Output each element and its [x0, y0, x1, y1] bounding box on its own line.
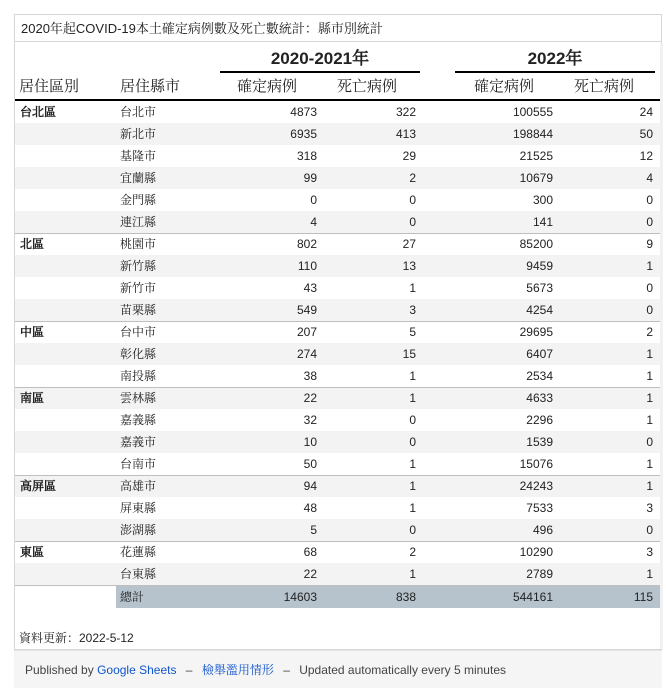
header-confirmed-1: 確定病例: [237, 78, 298, 95]
deaths-2020-2021-cell: 0: [409, 435, 416, 449]
confirmed-2020-2021-cell: 4873: [290, 105, 317, 119]
confirmed-2020-2021-cell: 110: [297, 259, 317, 273]
period-underline-2: [455, 71, 655, 73]
group-divider: [15, 541, 661, 542]
confirmed-2022-cell: 300: [532, 193, 553, 207]
city-cell: 台中市: [120, 325, 157, 339]
deaths-2020-2021-cell: 3: [409, 303, 416, 317]
city-cell: 連江縣: [120, 215, 157, 229]
confirmed-2022-cell: 1539: [526, 435, 553, 449]
header-deaths-2: 死亡病例: [574, 78, 635, 95]
region-cell: 北區: [20, 237, 45, 251]
table-row: [15, 431, 661, 453]
header-city: 居住縣市: [120, 78, 181, 95]
sheet-title: 2020年起COVID-19本土確定病例數及死亡數統計：縣市別統計: [15, 15, 661, 42]
deaths-2022-cell: 1: [646, 391, 653, 405]
confirmed-2020-2021-cell: 99: [303, 171, 317, 185]
table-row: [15, 453, 661, 475]
confirmed-2022-cell: 100555: [512, 105, 553, 119]
confirmed-2020-2021-cell: 10: [303, 435, 317, 449]
table-row: [15, 145, 661, 167]
city-cell: 彰化縣: [120, 347, 157, 361]
confirmed-2020-2021-cell: 6935: [290, 127, 317, 141]
report-abuse-link[interactable]: 檢舉濫用情形: [201, 663, 274, 677]
confirmed-2022-cell: 2534: [526, 369, 553, 383]
deaths-2022-cell: 1: [646, 479, 653, 493]
confirmed-2022-cell: 9459: [526, 259, 553, 273]
deaths-2020-2021-cell: 2: [409, 545, 416, 559]
table-row: [15, 343, 661, 365]
footer-dash-2: –: [283, 663, 290, 677]
region-cell: 台北區: [20, 105, 57, 119]
city-cell: 新北市: [120, 127, 157, 141]
deaths-2022-cell: 0: [646, 303, 653, 317]
confirmed-2020-2021-cell: 274: [296, 347, 317, 361]
deaths-2020-2021-cell: 1: [409, 457, 416, 471]
confirmed-2020-2021-cell: 32: [303, 413, 317, 427]
deaths-2020-2021-cell: 1: [409, 391, 416, 405]
deaths-2020-2021-cell: 1: [409, 501, 416, 515]
deaths-2022-cell: 4: [646, 171, 653, 185]
table-row: [15, 519, 661, 541]
total-row: [116, 586, 661, 608]
table-row: [15, 475, 661, 497]
table-row: [15, 321, 661, 343]
table-row: [15, 387, 661, 409]
table-row: [15, 299, 661, 321]
deaths-2022-cell: 2: [646, 325, 653, 339]
city-cell: 嘉義縣: [120, 413, 157, 427]
confirmed-2022-cell: 21525: [519, 149, 553, 163]
confirmed-2022-cell: 15076: [519, 457, 553, 471]
group-divider: [15, 233, 661, 234]
period-underline-1: [220, 71, 420, 73]
region-cell: 南區: [20, 391, 45, 405]
deaths-2020-2021-cell: 13: [402, 259, 416, 273]
confirmed-2020-2021-cell: 94: [303, 479, 317, 493]
city-cell: 屏東縣: [120, 501, 157, 515]
total-confirmed-2022: 544161: [512, 590, 553, 604]
city-cell: 基隆市: [120, 149, 157, 163]
deaths-2020-2021-cell: 15: [402, 347, 416, 361]
deaths-2022-cell: 0: [646, 193, 653, 207]
confirmed-2022-cell: 4633: [526, 391, 553, 405]
deaths-2020-2021-cell: 1: [409, 567, 416, 581]
table-row: [15, 233, 661, 255]
confirmed-2022-cell: 24243: [519, 479, 553, 493]
table-row: [15, 123, 661, 145]
confirmed-2022-cell: 4254: [526, 303, 553, 317]
city-cell: 澎湖縣: [120, 523, 157, 537]
table-row: [15, 541, 661, 563]
confirmed-2020-2021-cell: 38: [303, 369, 317, 383]
deaths-2022-cell: 3: [646, 545, 653, 559]
confirmed-2020-2021-cell: 22: [303, 567, 317, 581]
confirmed-2020-2021-cell: 0: [310, 193, 317, 207]
deaths-2020-2021-cell: 1: [409, 281, 416, 295]
table-row: [15, 167, 661, 189]
deaths-2020-2021-cell: 0: [409, 413, 416, 427]
table-row: [15, 365, 661, 387]
region-cell: 高屏區: [20, 479, 57, 493]
confirmed-2022-cell: 6407: [526, 347, 553, 361]
total-confirmed-2020-2021: 14603: [283, 590, 317, 604]
published-footer: [14, 650, 662, 688]
confirmed-2022-cell: 10290: [519, 545, 553, 559]
city-cell: 宜蘭縣: [120, 171, 157, 185]
deaths-2020-2021-cell: 0: [409, 523, 416, 537]
deaths-2022-cell: 1: [646, 347, 653, 361]
confirmed-2020-2021-cell: 43: [303, 281, 317, 295]
table-row: [15, 563, 661, 585]
deaths-2020-2021-cell: 27: [402, 237, 416, 251]
confirmed-2020-2021-cell: 549: [296, 303, 317, 317]
confirmed-2020-2021-cell: 50: [303, 457, 317, 471]
table-row: [15, 255, 661, 277]
table-row: [15, 211, 661, 233]
confirmed-2020-2021-cell: 68: [303, 545, 317, 559]
deaths-2020-2021-cell: 2: [409, 171, 416, 185]
group-divider: [15, 475, 661, 476]
deaths-2022-cell: 0: [646, 215, 653, 229]
confirmed-2020-2021-cell: 318: [296, 149, 317, 163]
region-cell: 東區: [20, 545, 45, 559]
deaths-2020-2021-cell: 322: [395, 105, 416, 119]
update-note: 資料更新：2022-5-12: [19, 631, 134, 645]
city-cell: 苗栗縣: [120, 303, 157, 317]
deaths-2020-2021-cell: 5: [409, 325, 416, 339]
confirmed-2022-cell: 2296: [526, 413, 553, 427]
city-cell: 花蓮縣: [120, 545, 157, 559]
table-row: [15, 409, 661, 431]
confirmed-2022-cell: 496: [532, 523, 553, 537]
header-region: 居住區別: [19, 78, 80, 95]
confirmed-2022-cell: 141: [532, 215, 553, 229]
table-row: [15, 189, 661, 211]
table-row: [15, 101, 661, 123]
total-deaths-2020-2021: 838: [395, 590, 416, 604]
deaths-2020-2021-cell: 0: [409, 215, 416, 229]
published-by-text: Published by: [25, 663, 94, 677]
confirmed-2020-2021-cell: 5: [310, 523, 317, 537]
deaths-2022-cell: 0: [646, 435, 653, 449]
city-cell: 南投縣: [120, 369, 157, 383]
deaths-2022-cell: 50: [639, 127, 653, 141]
confirmed-2020-2021-cell: 22: [303, 391, 317, 405]
google-sheets-link[interactable]: Google Sheets: [97, 663, 177, 677]
confirmed-2020-2021-cell: 802: [296, 237, 317, 251]
deaths-2022-cell: 0: [646, 523, 653, 537]
group-divider: [15, 321, 661, 322]
city-cell: 台北市: [120, 105, 157, 119]
city-cell: 嘉義市: [120, 435, 157, 449]
confirmed-2020-2021-cell: 207: [296, 325, 317, 339]
confirmed-2022-cell: 10679: [519, 171, 553, 185]
city-cell: 雲林縣: [120, 391, 157, 405]
total-label: 總計: [120, 590, 145, 604]
deaths-2022-cell: 9: [646, 237, 653, 251]
header-confirmed-2: 確定病例: [474, 78, 535, 95]
period-header-2020-2021: 2020-2021年: [270, 49, 370, 68]
region-cell: 中區: [20, 325, 45, 339]
footer-dash-1: –: [185, 663, 193, 677]
deaths-2022-cell: 1: [646, 259, 653, 273]
city-cell: 新竹縣: [120, 259, 157, 273]
deaths-2022-cell: 1: [646, 457, 653, 471]
deaths-2020-2021-cell: 413: [395, 127, 416, 141]
deaths-2020-2021-cell: 29: [402, 149, 416, 163]
city-cell: 新竹市: [120, 281, 157, 295]
confirmed-2022-cell: 2789: [526, 567, 553, 581]
city-cell: 金門縣: [120, 193, 157, 207]
confirmed-2022-cell: 5673: [526, 281, 553, 295]
confirmed-2022-cell: 198844: [512, 127, 553, 141]
deaths-2020-2021-cell: 1: [409, 479, 416, 493]
table-row: [15, 277, 661, 299]
confirmed-2022-cell: 85200: [519, 237, 553, 251]
deaths-2022-cell: 0: [646, 281, 653, 295]
deaths-2022-cell: 1: [646, 567, 653, 581]
deaths-2022-cell: 1: [646, 369, 653, 383]
deaths-2022-cell: 1: [646, 413, 653, 427]
deaths-2022-cell: 24: [639, 105, 653, 119]
deaths-2022-cell: 3: [646, 501, 653, 515]
deaths-2020-2021-cell: 1: [409, 369, 416, 383]
embedded-sheet: [14, 14, 662, 650]
auto-update-text: Updated automatically every 5 minutes: [299, 663, 506, 677]
city-cell: 高雄市: [120, 479, 157, 493]
confirmed-2022-cell: 7533: [526, 501, 553, 515]
header-deaths-1: 死亡病例: [337, 78, 398, 95]
scrollbar-track[interactable]: [660, 43, 663, 649]
city-cell: 桃園市: [120, 237, 157, 251]
total-deaths-2022: 115: [633, 590, 653, 604]
city-cell: 台東縣: [120, 567, 157, 581]
group-divider: [15, 387, 661, 388]
deaths-2022-cell: 12: [639, 149, 653, 163]
table-row: [15, 497, 661, 519]
confirmed-2020-2021-cell: 4: [310, 215, 317, 229]
confirmed-2022-cell: 29695: [519, 325, 553, 339]
city-cell: 台南市: [120, 457, 157, 471]
period-header-2022: 2022年: [527, 49, 583, 68]
confirmed-2020-2021-cell: 48: [303, 501, 317, 515]
deaths-2020-2021-cell: 0: [409, 193, 416, 207]
